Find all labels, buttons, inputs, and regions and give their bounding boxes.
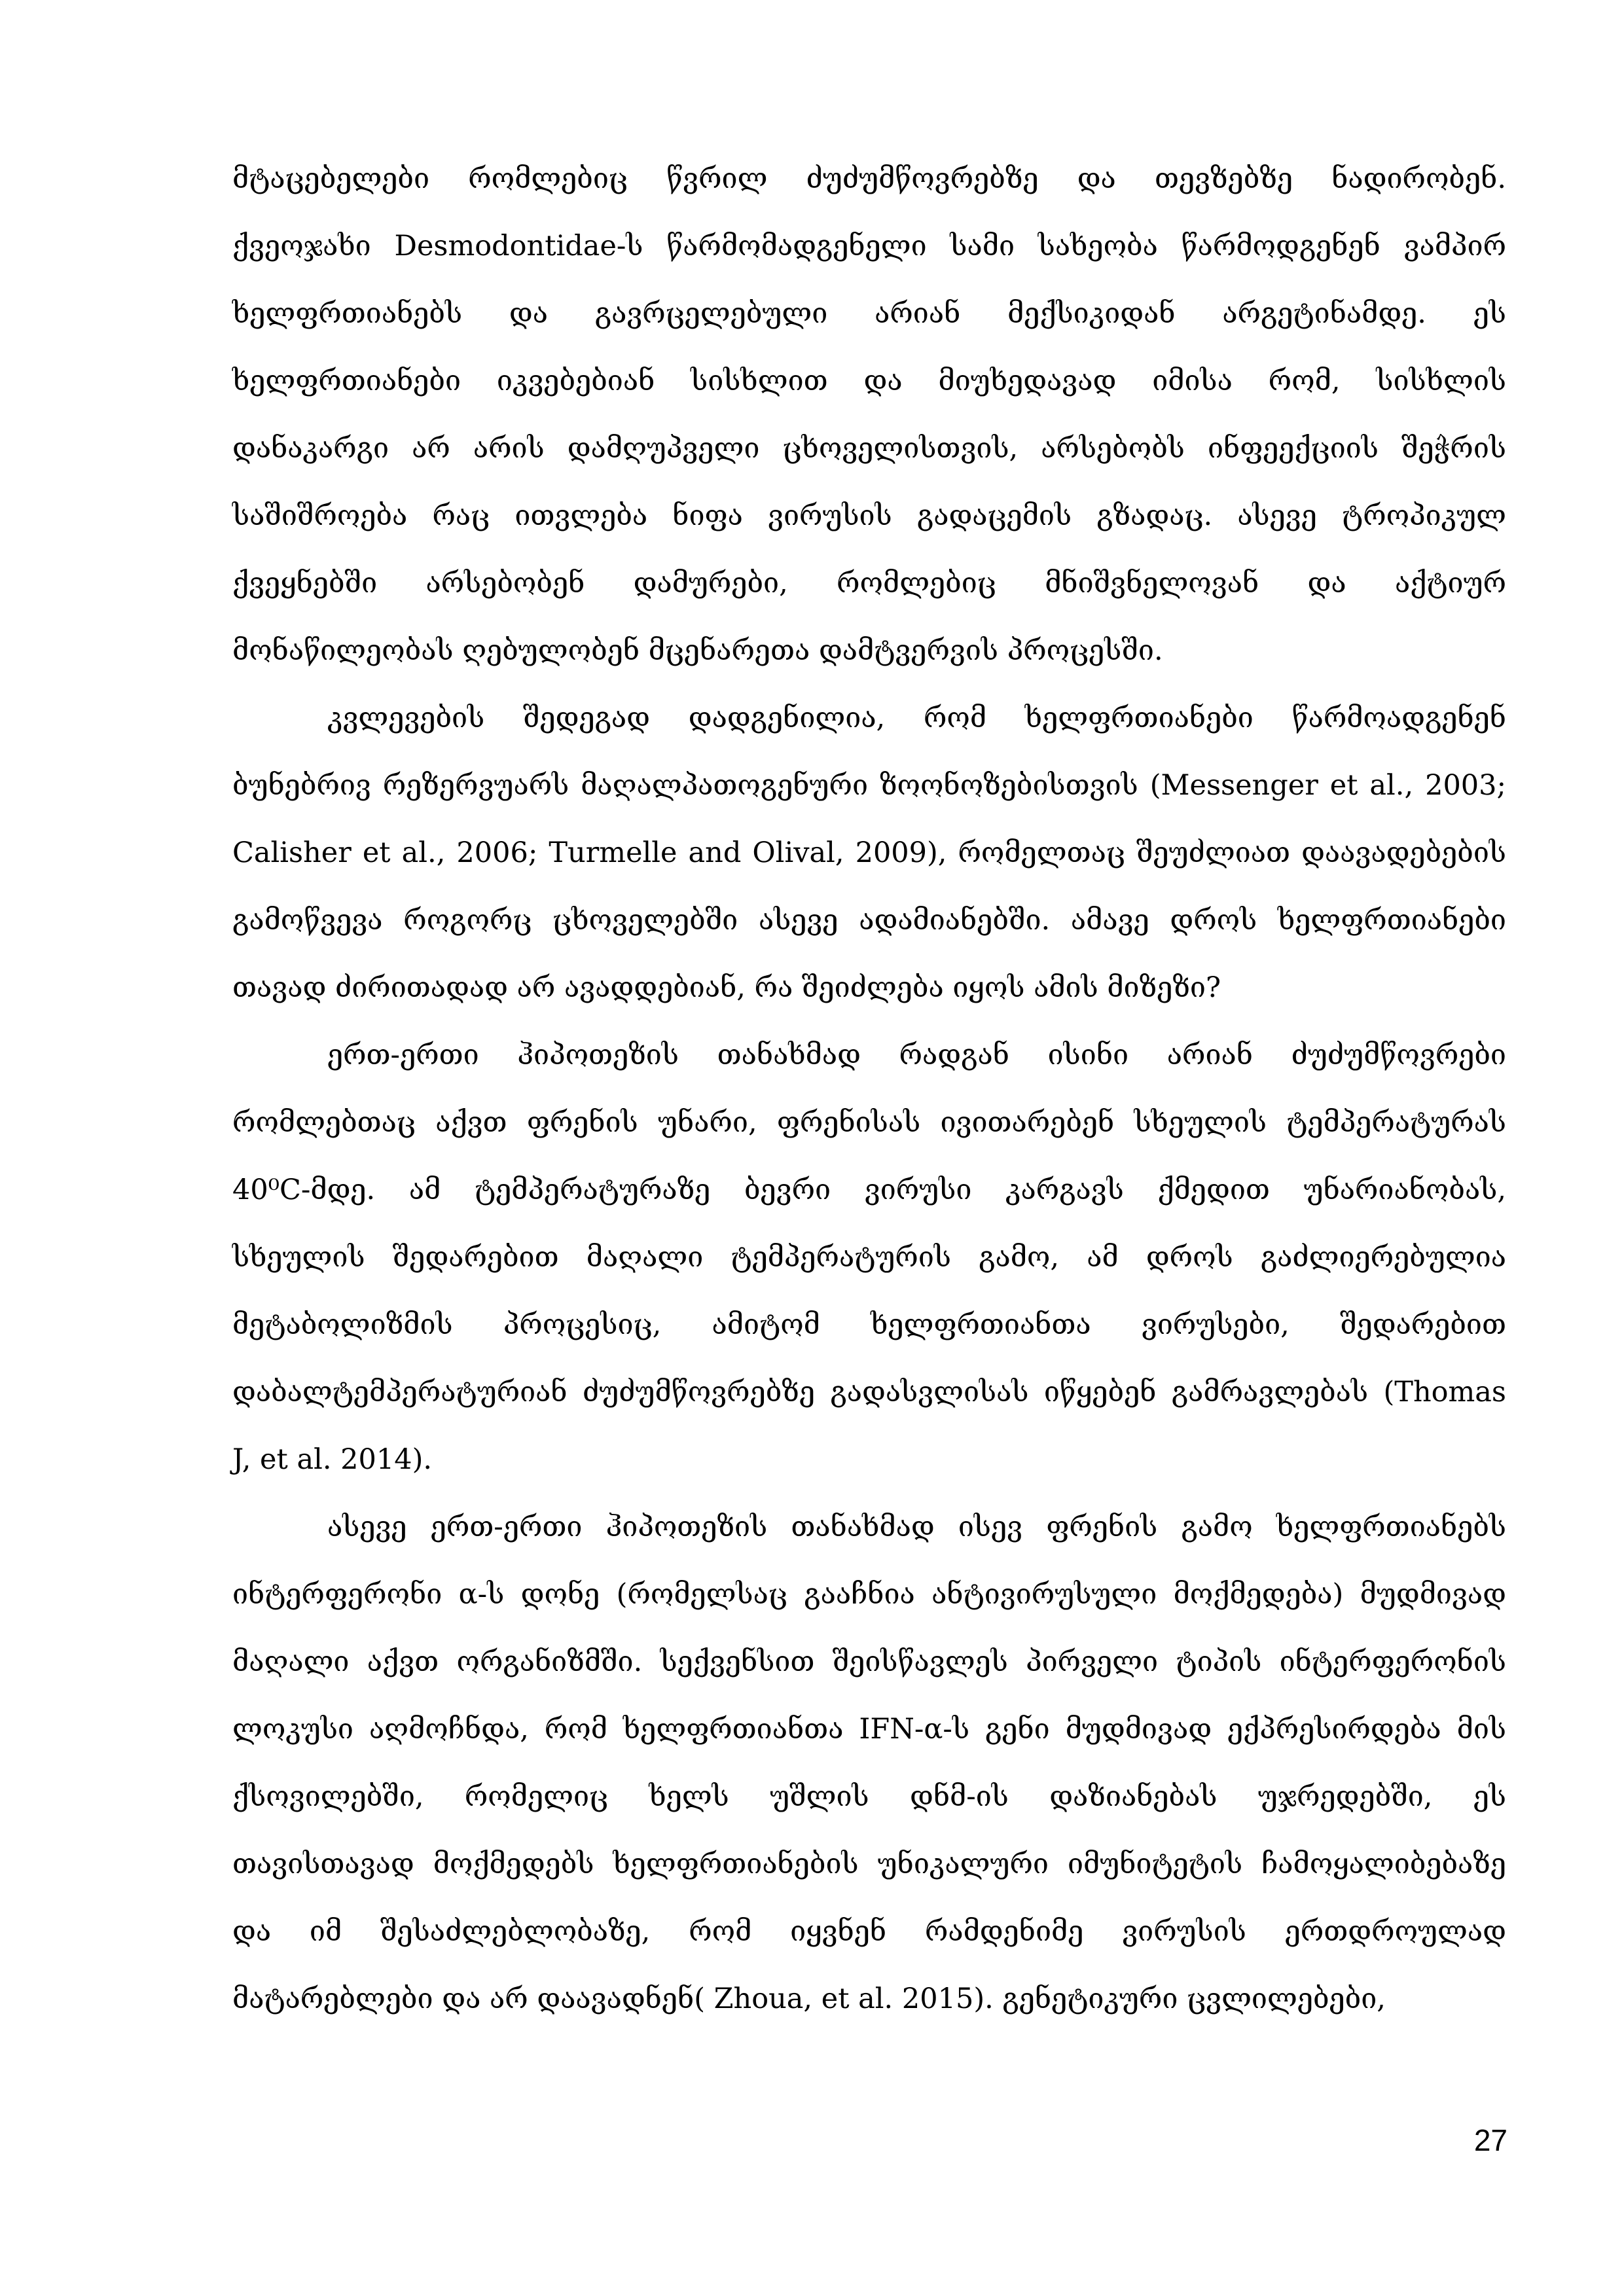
text-line: და იმ შესაძლებლობაზე, რომ იყვნენ რამდენიმე ვირუსის ერთდროულად (232, 1915, 1506, 1948)
paragraph (232, 145, 1506, 685)
text-line: თავისთავად მოქმედებს ხელფრთიანების უნიკალური იმუნიტეტის ჩამოყალიბებაზე (232, 1848, 1506, 1880)
text-line: ხელფრთიანებს და გავრცელებული არიან მექსიკიდან არგეტინამდე. ეს (232, 297, 1506, 330)
text-line: ასევე ერთ-ერთი ჰიპოთეზის თანახმად ისევ ფრენის გამო ხელფრთიანებს (327, 1511, 1506, 1543)
text-line: ინტერფერონი α-ს დონე (რომელსაც გააჩნია ანტივირუსული მოქმედება) მუდმივად (232, 1578, 1506, 1611)
text-line: სხეულის შედარებით მაღალი ტემპერატურის გამო, ამ დროს გაძლიერებულია (232, 1241, 1506, 1274)
text-line: დაბალტემპერატურიან ძუძუმწოვრებზე გადასვლისას იწყებენ გამრავლებას (Thomas (232, 1376, 1506, 1408)
text-line: J, et al. 2014). (232, 1443, 433, 1476)
text-line: ქვეოჯახი Desmodontidae-ს წარმომადგენელი სამი სახეობა წარმოდგენენ ვამპირ (232, 230, 1506, 262)
text-line: რომლებთაც აქვთ ფრენის უნარი, ფრენისას ივითარებენ სხეულის ტემპერატურას (232, 1106, 1506, 1139)
text-line: თავად ძირითადად არ ავადდებიან, რა შეიძლება იყოს ამის მიზეზი? (232, 971, 1221, 1004)
page-body-text (232, 145, 1506, 2033)
text-line: ბუნებრივ რეზერვუარს მაღალპათოგენური ზოონოზებისთვის (Messenger et al., 2003; (232, 769, 1506, 802)
text-line: მტაცებელები რომლებიც წვრილ ძუძუმწოვრებზე და თევზებზე ნადირობენ. (232, 162, 1506, 195)
text-line: კვლევების შედეგად დადგენილია, რომ ხელფრთიანები წარმოადგენენ (327, 702, 1506, 734)
text-line: ხელფრთიანები იკვებებიან სისხლით და მიუხედავად იმისა რომ, სისხლის (232, 365, 1506, 397)
paragraph (232, 685, 1506, 1022)
text-line: გამოწვევა როგორც ცხოველებში ასევე ადამიანებში. ამავე დროს ხელფრთიანები (232, 904, 1506, 937)
text-line: ქსოვილებში, რომელიც ხელს უშლის დნმ-ის დაზიანებას უჯრედებში, ეს (232, 1780, 1506, 1813)
page-number: 27 (1473, 2123, 1507, 2157)
text-line: ერთ-ერთი ჰიპოთეზის თანახმად რადგან ისინი არიან ძუძუმწოვრები (327, 1039, 1506, 1071)
text-line: მეტაბოლიზმის პროცესიც, ამიტომ ხელფრთიანთა ვირუსები, შედარებით (232, 1308, 1506, 1341)
paragraph (232, 1022, 1506, 1494)
text-line: მაღალი აქვთ ორგანიზმში. სექვენსით შეისწავლეს პირველი ტიპის ინტერფერონის (232, 1645, 1506, 1678)
text-line: მონაწილეობას ღებულობენ მცენარეთა დამტვერვის პროცესში. (232, 634, 1163, 667)
text-line: დანაკარგი არ არის დამღუპველი ცხოველისთვის, არსებობს ინფეექციის შეჭრის (232, 432, 1506, 465)
text-line: ლოკუსი აღმოჩნდა, რომ ხელფრთიანთა IFN-α-ს გენი მუდმივად ექპრესირდება მის (232, 1713, 1506, 1746)
text-line: მატარებლები და არ დაავადნენ( Zhoua, et al. 2015). გენეტიკური ცვლილებები, (232, 1982, 1386, 2015)
text-line: ქვეყნებში არსებობენ დამურები, რომლებიც მნიშვნელოვან და აქტიურ (232, 567, 1506, 600)
text-line: Calisher et al., 2006; Turmelle and Olival, 2009), რომელთაც შეუძლიათ დაავადებების (232, 836, 1506, 869)
text-line: 40⁰C-მდე. ამ ტემპერატურაზე ბევრი ვირუსი კარგავს ქმედით უნარიანობას, (232, 1174, 1506, 1206)
text-line: საშიშროება რაც ითვლება ნიფა ვირუსის გადაცემის გზადაც. ასევე ტროპიკულ (232, 499, 1506, 532)
paragraph (232, 1494, 1506, 2033)
